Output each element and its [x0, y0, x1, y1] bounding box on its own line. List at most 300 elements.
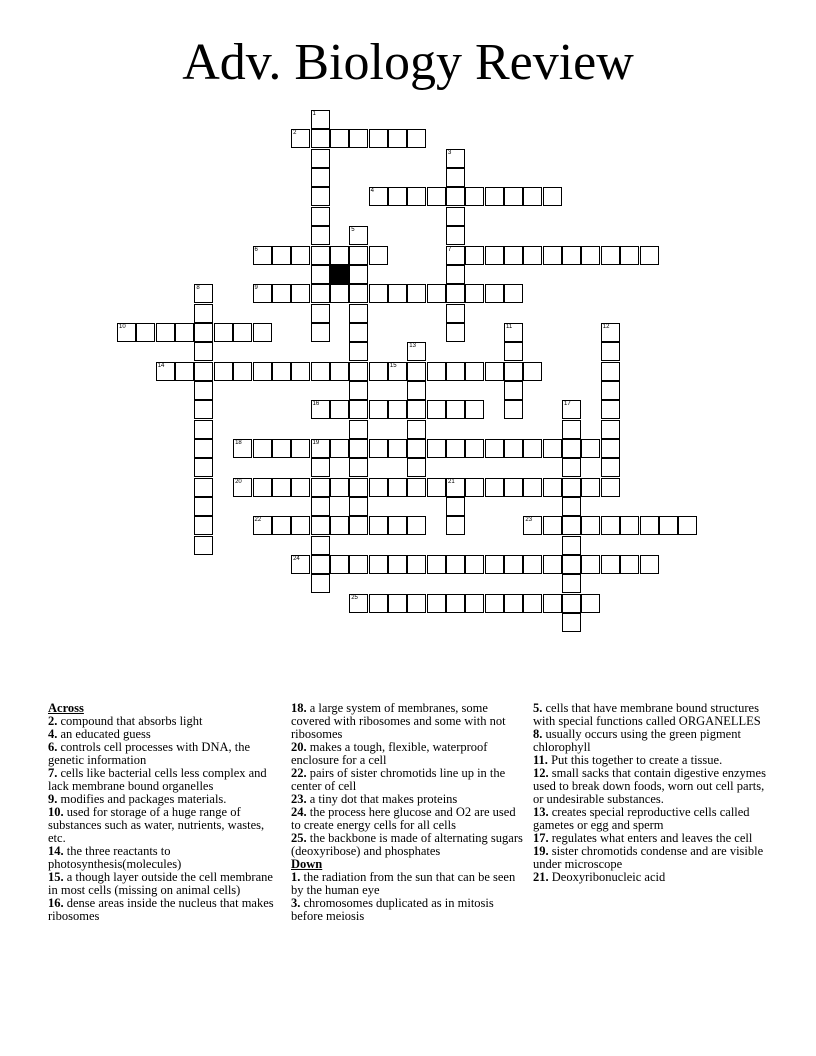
clue-number: 11. — [533, 753, 548, 767]
grid-cell[interactable] — [253, 284, 272, 303]
clue-item — [533, 806, 769, 832]
grid-cell[interactable] — [427, 478, 446, 497]
grid-cell[interactable] — [233, 439, 252, 458]
grid-cell[interactable] — [233, 362, 252, 381]
grid-cell[interactable] — [446, 168, 465, 187]
grid-cell[interactable] — [446, 187, 465, 206]
grid-cell[interactable] — [369, 362, 388, 381]
grid-cell[interactable] — [407, 555, 426, 574]
clue-number: 24. — [291, 805, 307, 819]
grid-cell[interactable] — [601, 381, 620, 400]
grid-cell[interactable] — [388, 594, 407, 613]
grid-cell[interactable] — [562, 594, 581, 613]
grid-cell[interactable] — [485, 555, 504, 574]
grid-cell[interactable] — [349, 497, 368, 516]
grid-cell[interactable] — [543, 187, 562, 206]
clue-number: 16. — [48, 896, 64, 910]
clue-text: dense areas inside the nucleus that makes ribosomes — [48, 896, 274, 923]
grid-cell[interactable] — [349, 362, 368, 381]
clue-item — [48, 845, 284, 871]
grid-cell[interactable] — [272, 478, 291, 497]
clue-text: an educated guess — [60, 727, 151, 741]
grid-cell[interactable] — [311, 400, 330, 419]
clue-item — [533, 845, 769, 871]
grid-cell[interactable] — [465, 439, 484, 458]
clue-number: 25. — [291, 831, 307, 845]
grid-cell[interactable] — [311, 168, 330, 187]
grid-cell[interactable] — [330, 516, 349, 535]
grid-cell[interactable] — [465, 246, 484, 265]
grid-cell[interactable] — [407, 516, 426, 535]
grid-cell[interactable] — [253, 323, 272, 342]
clue-text: the backbone is made of alternating sugars (deoxyribose) and phosphates — [291, 831, 523, 858]
grid-cell[interactable] — [543, 594, 562, 613]
grid-cell[interactable] — [504, 555, 523, 574]
grid-cell[interactable] — [349, 439, 368, 458]
grid-cell[interactable] — [485, 594, 504, 613]
grid-cell[interactable] — [194, 420, 213, 439]
clue-number: 4 — [370, 188, 374, 195]
grid-cell[interactable] — [407, 594, 426, 613]
clue-text: makes a tough, flexible, waterproof enclosure for a cell — [291, 740, 488, 767]
grid-cell[interactable] — [446, 265, 465, 284]
grid-cell[interactable] — [291, 129, 310, 148]
grid-cell[interactable] — [369, 284, 388, 303]
grid-cell[interactable] — [485, 478, 504, 497]
page-title: Adv. Biology Review — [182, 34, 634, 91]
grid-cell[interactable] — [485, 284, 504, 303]
grid-cell[interactable] — [291, 284, 310, 303]
grid-cell[interactable] — [330, 284, 349, 303]
grid-cell[interactable] — [465, 400, 484, 419]
grid-cell[interactable] — [369, 555, 388, 574]
grid-cell[interactable] — [523, 187, 542, 206]
grid-cell[interactable] — [330, 246, 349, 265]
grid-cell[interactable] — [311, 110, 330, 129]
grid-cell[interactable] — [446, 207, 465, 226]
grid-cell[interactable] — [581, 246, 600, 265]
grid-cell[interactable] — [214, 362, 233, 381]
grid-cell[interactable] — [485, 187, 504, 206]
grid-cell[interactable] — [194, 342, 213, 361]
clue-item — [291, 702, 527, 741]
grid-cell[interactable] — [523, 555, 542, 574]
grid-cell[interactable] — [504, 187, 523, 206]
grid-cell[interactable] — [388, 187, 407, 206]
grid-cell[interactable] — [349, 478, 368, 497]
clue-text: modifies and packages materials. — [60, 792, 227, 806]
grid-cell[interactable] — [407, 381, 426, 400]
grid-cell[interactable] — [272, 516, 291, 535]
grid-cell[interactable] — [427, 284, 446, 303]
grid-cell[interactable] — [175, 323, 194, 342]
grid-cell[interactable] — [446, 304, 465, 323]
clue-text: Deoxyribonucleic acid — [551, 870, 666, 884]
grid-cell[interactable] — [369, 439, 388, 458]
grid-cell[interactable] — [427, 439, 446, 458]
grid-cell[interactable] — [601, 362, 620, 381]
clue-number: 3 — [448, 149, 452, 156]
clue-section-header: Across — [48, 701, 84, 715]
clue-number: 21. — [533, 870, 549, 884]
grid-cell[interactable] — [543, 439, 562, 458]
grid-cell[interactable] — [194, 304, 213, 323]
grid-cell[interactable] — [388, 129, 407, 148]
grid-cell[interactable] — [291, 439, 310, 458]
grid-cell[interactable] — [465, 362, 484, 381]
grid-cell[interactable] — [504, 362, 523, 381]
clue-item — [291, 832, 527, 858]
grid-cell[interactable] — [194, 284, 213, 303]
grid-cell[interactable] — [446, 362, 465, 381]
clue-number: 24 — [293, 556, 300, 562]
grid-cell[interactable] — [485, 362, 504, 381]
grid-cell[interactable] — [523, 594, 542, 613]
grid-cell[interactable] — [272, 246, 291, 265]
grid-cell[interactable] — [504, 342, 523, 361]
grid-cell[interactable] — [388, 439, 407, 458]
grid-cell[interactable] — [581, 555, 600, 574]
clue-number: 10. — [48, 805, 64, 819]
clue-number: 13 — [409, 343, 416, 350]
clue-number: 16 — [312, 401, 320, 408]
grid-cell[interactable] — [465, 594, 484, 613]
grid-cell[interactable] — [311, 284, 330, 303]
grid-cell[interactable] — [427, 187, 446, 206]
grid-cell[interactable] — [407, 342, 426, 361]
grid-cell[interactable] — [465, 555, 484, 574]
grid-cell[interactable] — [349, 129, 368, 148]
grid-cell[interactable] — [407, 400, 426, 419]
grid-cell[interactable] — [194, 516, 213, 535]
grid-cell[interactable] — [388, 478, 407, 497]
grid-cell[interactable] — [640, 246, 659, 265]
grid-cell[interactable] — [543, 246, 562, 265]
grid-cell[interactable] — [562, 516, 581, 535]
grid-cell[interactable] — [311, 478, 330, 497]
grid-cell[interactable] — [349, 420, 368, 439]
grid-cell[interactable] — [446, 478, 465, 497]
clue-item — [48, 767, 284, 793]
grid-cell[interactable] — [465, 284, 484, 303]
clue-number: 14 — [157, 362, 165, 369]
grid-cell[interactable] — [601, 400, 620, 419]
grid-cell[interactable] — [388, 516, 407, 535]
grid-cell[interactable] — [601, 420, 620, 439]
grid-cell[interactable] — [581, 516, 600, 535]
black-square — [330, 265, 349, 284]
grid-cell[interactable] — [349, 516, 368, 535]
grid-cell[interactable] — [136, 323, 155, 342]
grid-cell[interactable] — [562, 478, 581, 497]
clue-item — [533, 871, 769, 884]
grid-cell[interactable] — [427, 594, 446, 613]
grid-cell[interactable] — [369, 129, 388, 148]
grid-cell[interactable] — [446, 594, 465, 613]
grid-cell[interactable] — [388, 284, 407, 303]
grid-cell[interactable] — [194, 381, 213, 400]
grid-cell[interactable] — [194, 536, 213, 555]
grid-cell[interactable] — [601, 555, 620, 574]
grid-cell[interactable] — [311, 129, 330, 148]
grid-cell[interactable] — [272, 362, 291, 381]
clue-text: sister chromotids condense and are visible under microscope — [533, 844, 764, 871]
grid-cell[interactable] — [349, 594, 368, 613]
clues-column-3 — [533, 702, 769, 884]
grid-cell[interactable] — [427, 362, 446, 381]
grid-cell[interactable] — [253, 439, 272, 458]
grid-cell[interactable] — [330, 478, 349, 497]
grid-cell[interactable] — [349, 226, 368, 245]
grid-cell[interactable] — [562, 439, 581, 458]
grid-cell[interactable] — [581, 594, 600, 613]
grid-cell[interactable] — [581, 478, 600, 497]
grid-cell[interactable] — [349, 458, 368, 477]
grid-cell[interactable] — [523, 362, 542, 381]
grid-cell[interactable] — [407, 129, 426, 148]
clue-text: a though layer outside the cell membrane in most cells (missing on animal cells) — [48, 870, 273, 897]
grid-cell[interactable] — [465, 478, 484, 497]
grid-cell[interactable] — [233, 478, 252, 497]
grid-cell[interactable] — [194, 400, 213, 419]
grid-cell[interactable] — [349, 342, 368, 361]
grid-cell[interactable] — [194, 439, 213, 458]
clue-text: the radiation from the sun that can be seen by the human eye — [291, 870, 516, 897]
grid-cell[interactable] — [562, 458, 581, 477]
grid-cell[interactable] — [369, 478, 388, 497]
grid-cell[interactable] — [485, 439, 504, 458]
grid-cell[interactable] — [311, 246, 330, 265]
grid-cell[interactable] — [601, 342, 620, 361]
grid-cell[interactable] — [581, 439, 600, 458]
grid-cell[interactable] — [407, 420, 426, 439]
grid-cell[interactable] — [349, 284, 368, 303]
grid-cell[interactable] — [233, 323, 252, 342]
grid-cell[interactable] — [388, 555, 407, 574]
grid-cell[interactable] — [446, 226, 465, 245]
grid-cell[interactable] — [446, 555, 465, 574]
grid-cell[interactable] — [117, 323, 136, 342]
grid-cell[interactable] — [640, 516, 659, 535]
clue-number: 17. — [533, 831, 549, 845]
grid-cell[interactable] — [640, 555, 659, 574]
grid-cell[interactable] — [369, 594, 388, 613]
clue-number: 1. — [291, 870, 301, 884]
grid-cell[interactable] — [562, 497, 581, 516]
grid-cell[interactable] — [349, 304, 368, 323]
grid-cell[interactable] — [194, 323, 213, 342]
grid-cell[interactable] — [523, 478, 542, 497]
grid-cell[interactable] — [562, 613, 581, 632]
grid-cell[interactable] — [330, 362, 349, 381]
grid-cell[interactable] — [311, 187, 330, 206]
grid-cell[interactable] — [349, 265, 368, 284]
grid-cell[interactable] — [330, 400, 349, 419]
grid-cell[interactable] — [407, 284, 426, 303]
grid-cell[interactable] — [407, 478, 426, 497]
clue-item — [291, 806, 527, 832]
grid-cell[interactable] — [311, 497, 330, 516]
clue-item — [48, 741, 284, 767]
grid-cell[interactable] — [504, 284, 523, 303]
clue-number: 8 — [196, 285, 200, 292]
grid-cell[interactable] — [446, 284, 465, 303]
grid-cell[interactable] — [349, 400, 368, 419]
clue-number: 5. — [533, 701, 543, 715]
grid-cell[interactable] — [369, 246, 388, 265]
grid-cell[interactable] — [543, 516, 562, 535]
clue-number: 18 — [235, 440, 242, 446]
grid-cell[interactable] — [504, 478, 523, 497]
grid-cell[interactable] — [504, 381, 523, 400]
clue-text: a tiny dot that makes proteins — [309, 792, 458, 806]
grid-cell[interactable] — [349, 246, 368, 265]
grid-cell[interactable] — [369, 400, 388, 419]
grid-cell[interactable] — [601, 458, 620, 477]
grid-cell[interactable] — [175, 362, 194, 381]
grid-cell[interactable] — [504, 439, 523, 458]
grid-cell[interactable] — [562, 400, 581, 419]
clue-item — [291, 741, 527, 767]
clue-number: 2. — [48, 714, 58, 728]
clue-number: 6. — [48, 740, 58, 754]
grid-cell[interactable] — [427, 400, 446, 419]
clue-number: 1 — [312, 111, 316, 117]
grid-cell[interactable] — [156, 323, 175, 342]
grid-cell[interactable] — [562, 555, 581, 574]
grid-cell[interactable] — [407, 439, 426, 458]
grid-cell[interactable] — [272, 439, 291, 458]
grid-cell[interactable] — [349, 323, 368, 342]
grid-cell[interactable] — [659, 516, 678, 535]
grid-cell[interactable] — [446, 439, 465, 458]
grid-cell[interactable] — [253, 478, 272, 497]
grid-cell[interactable] — [349, 381, 368, 400]
grid-cell[interactable] — [562, 574, 581, 593]
grid-cell[interactable] — [562, 536, 581, 555]
grid-cell[interactable] — [523, 246, 542, 265]
grid-cell[interactable] — [407, 362, 426, 381]
grid-cell[interactable] — [311, 304, 330, 323]
grid-cell[interactable] — [272, 284, 291, 303]
grid-cell[interactable] — [446, 400, 465, 419]
grid-cell[interactable] — [446, 323, 465, 342]
grid-cell[interactable] — [311, 226, 330, 245]
grid-cell[interactable] — [311, 516, 330, 535]
grid-cell[interactable] — [311, 555, 330, 574]
grid-cell[interactable] — [311, 207, 330, 226]
grid-cell[interactable] — [562, 246, 581, 265]
grid-cell[interactable] — [214, 323, 233, 342]
clue-number: 19 — [312, 440, 320, 446]
grid-cell[interactable] — [427, 555, 446, 574]
clue-number: 10 — [119, 323, 126, 330]
grid-cell[interactable] — [156, 362, 175, 381]
grid-cell[interactable] — [311, 265, 330, 284]
grid-cell[interactable] — [291, 478, 310, 497]
grid-cell[interactable] — [504, 323, 523, 342]
grid-cell[interactable] — [407, 187, 426, 206]
clue-text: pairs of sister chromotids line up in the center of cell — [291, 766, 506, 793]
grid-cell[interactable] — [330, 439, 349, 458]
grid-cell[interactable] — [446, 246, 465, 265]
grid-cell[interactable] — [485, 246, 504, 265]
grid-cell[interactable] — [291, 362, 310, 381]
grid-cell[interactable] — [291, 516, 310, 535]
grid-cell[interactable] — [678, 516, 697, 535]
clue-number: 6 — [254, 246, 258, 253]
grid-cell[interactable] — [194, 362, 213, 381]
grid-cell[interactable] — [330, 555, 349, 574]
clues-column-2 — [291, 702, 527, 923]
clue-number: 20 — [235, 478, 242, 485]
grid-cell[interactable] — [504, 246, 523, 265]
clue-text: Put this together to create a tissue. — [551, 753, 723, 767]
grid-cell[interactable] — [253, 246, 272, 265]
grid-cell[interactable] — [601, 246, 620, 265]
grid-cell[interactable] — [543, 555, 562, 574]
clue-number: 14. — [48, 844, 64, 858]
grid-cell[interactable] — [601, 323, 620, 342]
clue-item — [533, 728, 769, 754]
grid-cell[interactable] — [446, 497, 465, 516]
grid-cell[interactable] — [291, 246, 310, 265]
grid-cell[interactable] — [523, 516, 542, 535]
grid-cell[interactable] — [407, 458, 426, 477]
clue-number: 15 — [389, 362, 397, 369]
grid-cell[interactable] — [388, 362, 407, 381]
grid-cell[interactable] — [446, 516, 465, 535]
clue-text: creates special reproductive cells called gametes or egg and sperm — [533, 805, 750, 832]
grid-cell[interactable] — [562, 420, 581, 439]
grid-cell[interactable] — [291, 555, 310, 574]
grid-cell[interactable] — [601, 478, 620, 497]
grid-cell[interactable] — [601, 439, 620, 458]
grid-cell[interactable] — [349, 555, 368, 574]
grid-cell[interactable] — [446, 149, 465, 168]
grid-cell[interactable] — [311, 458, 330, 477]
grid-cell[interactable] — [369, 516, 388, 535]
grid-cell[interactable] — [311, 574, 330, 593]
grid-cell[interactable] — [253, 516, 272, 535]
grid-cell[interactable] — [388, 400, 407, 419]
grid-cell[interactable] — [311, 362, 330, 381]
grid-cell[interactable] — [194, 458, 213, 477]
grid-cell[interactable] — [369, 187, 388, 206]
grid-cell[interactable] — [620, 516, 639, 535]
grid-cell[interactable] — [330, 129, 349, 148]
grid-cell[interactable] — [601, 516, 620, 535]
clue-number: 3. — [291, 896, 301, 910]
grid-cell[interactable] — [311, 323, 330, 342]
grid-cell[interactable] — [620, 246, 639, 265]
grid-cell[interactable] — [311, 439, 330, 458]
grid-cell[interactable] — [194, 497, 213, 516]
grid-cell[interactable] — [253, 362, 272, 381]
clue-section-header: Down — [291, 857, 323, 871]
grid-cell[interactable] — [543, 478, 562, 497]
grid-cell[interactable] — [620, 555, 639, 574]
grid-cell[interactable] — [504, 400, 523, 419]
grid-cell[interactable] — [523, 439, 542, 458]
grid-cell[interactable] — [311, 149, 330, 168]
grid-cell[interactable] — [465, 187, 484, 206]
grid-cell[interactable] — [311, 536, 330, 555]
grid-cell[interactable] — [504, 594, 523, 613]
clue-number: 9 — [254, 285, 258, 292]
grid-cell[interactable] — [194, 478, 213, 497]
clue-number: 17 — [564, 401, 571, 408]
